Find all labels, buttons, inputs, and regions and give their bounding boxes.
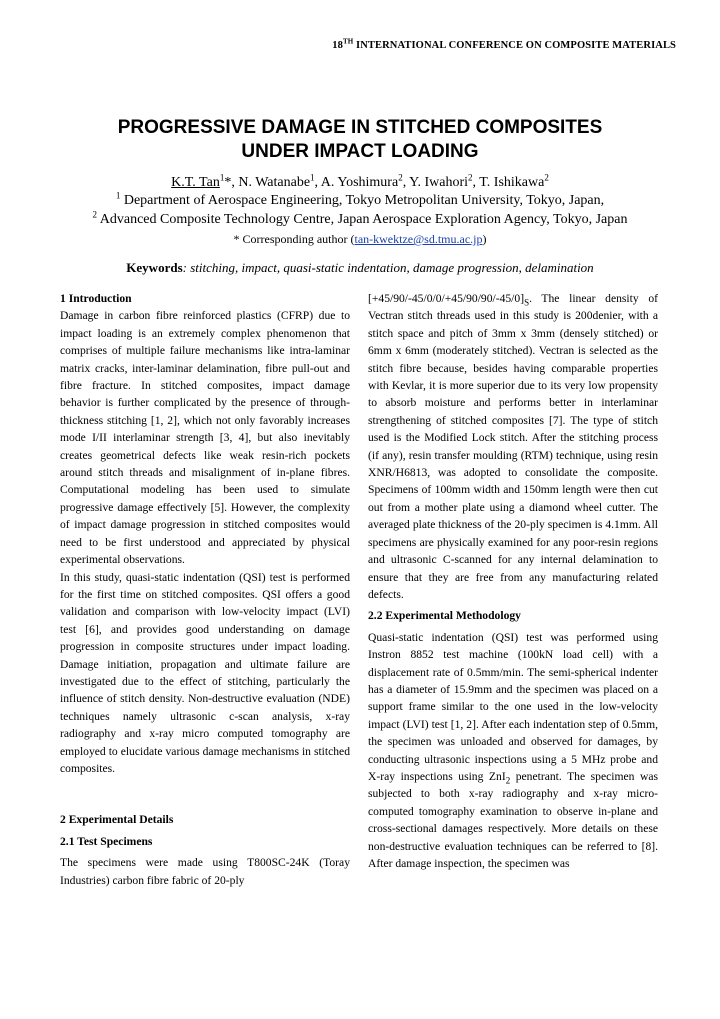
- keywords-text: : stitching, impact, quasi-static indentation, damage progression, delamination: [182, 260, 594, 275]
- subsection-2-1-heading: 2.1 Test Specimens: [60, 834, 153, 848]
- paragraph: $[+45/90/-45/0/0/+45/90/90/-45/0]_S$. The linear density of Vectran stitch threads used in this study is 200denier, with a stitch space and pitch of 3mm x 3mm (densely stitched) or 6mm x 6mm (moderately stitched). Vectran is selected as the stitch fibre because, besides having comparable properties with Kevlar, it is more superior due to its very low propensity to absorb moisture and performs better in interlaminar strengthening of stitched composites [7]. The type of stitch used is the Modified Lock stitch. After the stitching process (if any), resin transfer moulding (RTM) technique, using resin XNR/H6813, was adopted to consolidate the composite. Specimens of 100mm width and 150mm length were then cut out from a mother plate using a diamond wheel cutter. The averaged plate thickness of the 20-ply specimen is 4.1mm. All specimens are physically examined for any poor-resin regions and ultrasonic C-scanned for any internal delamination to ensure that they are free from any manufacturing related defects.: [368, 292, 658, 601]
- email-link[interactable]: tan-kwektze@sd.tmu.ac.jp: [354, 232, 483, 246]
- author-watanabe: N. Watanabe: [238, 175, 311, 190]
- title-line-1: PROGRESSIVE DAMAGE IN STITCHED COMPOSITES: [117, 117, 603, 138]
- affiliation-1: $^1$ Department of Aerospace Engineering, Tokyo Metropolitan University, Tokyo, Japan,: [115, 190, 605, 208]
- paragraph: In this study, quasi-static indentation (QSI) test is performed for the first time on stitched composites. QSI offers a good validation and comparison with low-velocity impact (LVI) test [6], and provides good understanding on damage progression in composite structures under impact loading. Damage initiation, propagation and ultimate failure are investigated due to the effect of stitching, particularly the influence of stitch density. Non-destructive evaluation (NDE) techniques namely ultrasonic c-scan analysis, x-ray radiography and x-ray micro computed tomography are employed to elucidate various damage mechanisms in stitched composites.: [60, 570, 350, 775]
- left-column: [60, 290, 350, 889]
- paper-title: [0, 116, 720, 164]
- section-2-heading: 2 Experimental Details: [60, 813, 174, 827]
- author-list: K.T. Tan$^1$*, N. Watanabe$^1$, A. Yoshimura$^2$, Y. Iwahori$^2$, T. Ishikawa$^2$: [171, 172, 549, 190]
- subsection-2-2-heading: 2.2 Experimental Methodology: [368, 609, 521, 623]
- title-line-2: UNDER IMPACT LOADING: [241, 141, 479, 162]
- section-1-heading: 1 Introduction: [60, 292, 132, 305]
- paragraph: The specimens were made using T800SC-24K (Toray Industries) carbon fibre fabric of 20-ply: [60, 856, 350, 887]
- paragraph: Damage in carbon fibre reinforced plastics (CFRP) due to impact loading is an extremely complex phenomenon that comprises of multiple failure mechanisms like intra-laminar matrix cracks, inter-laminar delamination, fibre pull-out and fibre fracture. In stitched composites, impact damage behavior is further complicated by the presence of through-thickness stitching [1, 2], which not only favorably increases mode I/II interlaminar strength [3, 4], but also inevitably creates geometrical defects like weak resin-rich pockets around stitch threads and misalignment of in-plane fibres. Computational modeling has been used to simulate progressive damage effectively [5]. However, the complexity of impact damage progression in stitched composites would need to be first understood and appreciated by physical experimental observations.: [60, 309, 350, 567]
- right-column: [368, 290, 658, 872]
- keywords-label: Keywords: [126, 260, 183, 275]
- paragraph: Quasi-static indentation (QSI) test was performed using Instron 8852 test machine (100kN load cell) with a displacement rate of 0.5mm/min. The semi-spherical indenter has a diameter of 15.9mm and the specimen was placed on a support frame similar to the one used in the low-velocity impact (LVI) test [1, 2]. After each indentation step of 0.5mm, the specimen was unloaded and observed for damages, by conducting ultrasonic inspections using a 5 MHz probe and X-ray inspections using ZnI$_2$ penetrant. The specimen was subjected to both x-ray radiography and x-ray micro-computed tomography examination to observe in-plane and cross-sectional damages respectively. More details on these non-destructive evaluation techniques can be referred to [8]. After damage inspection, the specimen was: [368, 630, 658, 870]
- author-link-tan[interactable]: K.T. Tan: [171, 175, 220, 190]
- affiliation-2: $^2$ Advanced Composite Technology Centre, Japan Aerospace Exploration Agency, Tokyo, Japan: [92, 209, 628, 227]
- keywords: [0, 260, 720, 276]
- corresponding-author: * Corresponding author (tan-kwektze@sd.tmu.ac.jp): [233, 232, 487, 246]
- conference-header: 18TH INTERNATIONAL CONFERENCE ON COMPOSITE MATERIALS: [332, 37, 676, 51]
